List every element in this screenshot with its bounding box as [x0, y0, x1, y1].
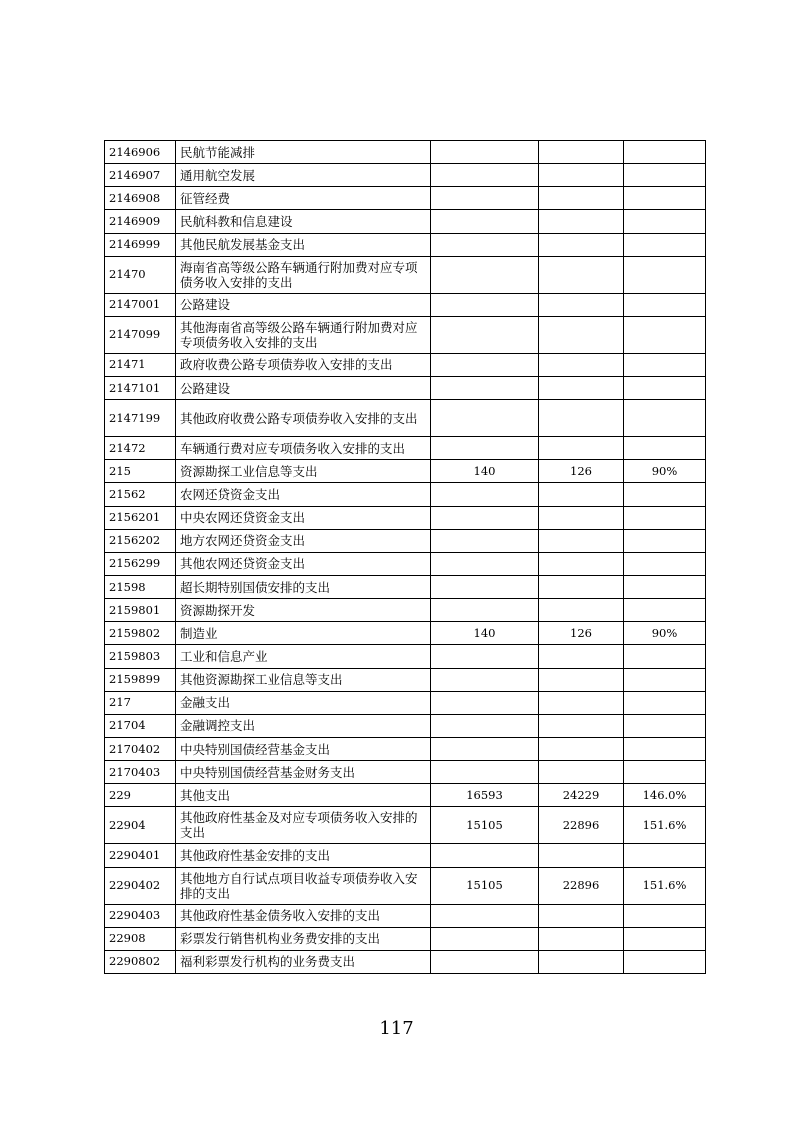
row-code: 2147099 [105, 316, 176, 353]
row-code: 2290401 [105, 844, 176, 867]
row-name: 民航科教和信息建设 [176, 210, 431, 233]
table-row [105, 737, 706, 760]
row-code: 2147101 [105, 376, 176, 399]
row-value-1: 15105 [431, 807, 539, 844]
row-percentage [624, 904, 706, 927]
row-value-2 [539, 376, 624, 399]
row-name: 其他地方自行试点项目收益专项债券收入安排的支出 [176, 867, 431, 904]
row-name: 中央特别国债经营基金支出 [176, 737, 431, 760]
row-name: 其他农网还贷资金支出 [176, 552, 431, 575]
row-percentage [624, 400, 706, 437]
row-code: 21598 [105, 575, 176, 598]
row-value-2 [539, 233, 624, 256]
row-name: 征管经费 [176, 187, 431, 210]
row-percentage [624, 353, 706, 376]
table-row [105, 761, 706, 784]
row-value-1 [431, 645, 539, 668]
row-name: 彩票发行销售机构业务费安排的支出 [176, 927, 431, 950]
table-row [105, 437, 706, 460]
row-code: 2290403 [105, 904, 176, 927]
row-value-1 [431, 714, 539, 737]
row-name: 车辆通行费对应专项债务收入安排的支出 [176, 437, 431, 460]
table-row [105, 529, 706, 552]
row-percentage [624, 737, 706, 760]
row-value-1 [431, 316, 539, 353]
row-value-1 [431, 737, 539, 760]
table-row [105, 460, 706, 483]
row-percentage [624, 141, 706, 164]
row-code: 217 [105, 691, 176, 714]
row-code: 21470 [105, 256, 176, 293]
row-value-2 [539, 483, 624, 506]
row-code: 21704 [105, 714, 176, 737]
row-code: 2146907 [105, 164, 176, 187]
table-row [105, 927, 706, 950]
row-name: 资源勘探工业信息等支出 [176, 460, 431, 483]
row-value-2 [539, 714, 624, 737]
table-row [105, 210, 706, 233]
row-value-1 [431, 506, 539, 529]
row-value-1 [431, 950, 539, 973]
row-name: 其他资源勘探工业信息等支出 [176, 668, 431, 691]
row-percentage [624, 950, 706, 973]
row-name: 工业和信息产业 [176, 645, 431, 668]
row-value-1 [431, 437, 539, 460]
row-percentage [624, 376, 706, 399]
budget-expenditure-table [104, 140, 706, 974]
table-row [105, 141, 706, 164]
row-value-1 [431, 904, 539, 927]
table-row [105, 400, 706, 437]
row-name: 其他政府性基金安排的支出 [176, 844, 431, 867]
row-value-1 [431, 599, 539, 622]
row-percentage: 90% [624, 622, 706, 645]
row-percentage [624, 645, 706, 668]
row-value-2: 126 [539, 622, 624, 645]
row-percentage: 151.6% [624, 807, 706, 844]
table-row [105, 353, 706, 376]
row-code: 2147001 [105, 293, 176, 316]
row-percentage [624, 164, 706, 187]
row-value-2 [539, 316, 624, 353]
row-value-2 [539, 506, 624, 529]
table-row [105, 256, 706, 293]
row-value-2 [539, 353, 624, 376]
row-name: 公路建设 [176, 293, 431, 316]
row-percentage [624, 844, 706, 867]
row-code: 229 [105, 784, 176, 807]
row-code: 2156299 [105, 552, 176, 575]
row-code: 2156202 [105, 529, 176, 552]
row-code: 2146906 [105, 141, 176, 164]
row-percentage [624, 506, 706, 529]
row-code: 22904 [105, 807, 176, 844]
row-value-1 [431, 187, 539, 210]
row-value-2 [539, 552, 624, 575]
table-row [105, 316, 706, 353]
row-percentage [624, 529, 706, 552]
table-row [105, 293, 706, 316]
row-value-1 [431, 164, 539, 187]
row-code: 2159899 [105, 668, 176, 691]
row-percentage [624, 293, 706, 316]
row-value-1: 140 [431, 460, 539, 483]
row-value-2: 22896 [539, 867, 624, 904]
row-code: 2146909 [105, 210, 176, 233]
row-percentage [624, 691, 706, 714]
row-code: 215 [105, 460, 176, 483]
row-name: 通用航空发展 [176, 164, 431, 187]
row-code: 2290802 [105, 950, 176, 973]
row-value-1 [431, 483, 539, 506]
table-row [105, 164, 706, 187]
row-percentage [624, 483, 706, 506]
row-value-1 [431, 575, 539, 598]
table-body [105, 141, 706, 974]
row-code: 2159801 [105, 599, 176, 622]
row-code: 2170403 [105, 761, 176, 784]
row-value-2 [539, 256, 624, 293]
table-row [105, 552, 706, 575]
row-value-2 [539, 164, 624, 187]
table-row [105, 483, 706, 506]
row-value-2 [539, 668, 624, 691]
table-row [105, 187, 706, 210]
row-value-2 [539, 575, 624, 598]
row-value-2 [539, 950, 624, 973]
row-percentage [624, 316, 706, 353]
row-code: 2290402 [105, 867, 176, 904]
row-percentage [624, 575, 706, 598]
table-row [105, 622, 706, 645]
row-value-1 [431, 927, 539, 950]
row-value-1 [431, 552, 539, 575]
row-name: 政府收费公路专项债券收入安排的支出 [176, 353, 431, 376]
table-row [105, 691, 706, 714]
row-value-1 [431, 400, 539, 437]
row-name: 中央特别国债经营基金财务支出 [176, 761, 431, 784]
row-name: 金融调控支出 [176, 714, 431, 737]
row-value-2 [539, 737, 624, 760]
row-percentage [624, 187, 706, 210]
row-percentage: 151.6% [624, 867, 706, 904]
page-number: 117 [379, 1018, 414, 1039]
table-row [105, 784, 706, 807]
table-row [105, 233, 706, 256]
row-name: 其他政府性基金及对应专项债务收入安排的支出 [176, 807, 431, 844]
row-percentage: 146.0% [624, 784, 706, 807]
row-value-2 [539, 293, 624, 316]
table-row [105, 844, 706, 867]
row-code: 2146999 [105, 233, 176, 256]
row-value-1 [431, 256, 539, 293]
row-value-2 [539, 529, 624, 552]
row-code: 22908 [105, 927, 176, 950]
row-value-1 [431, 293, 539, 316]
row-name: 其他海南省高等级公路车辆通行附加费对应专项债务收入安排的支出 [176, 316, 431, 353]
row-value-2 [539, 599, 624, 622]
row-value-1 [431, 529, 539, 552]
row-percentage [624, 552, 706, 575]
table-row [105, 714, 706, 737]
row-value-2 [539, 400, 624, 437]
row-percentage [624, 599, 706, 622]
row-value-1 [431, 668, 539, 691]
row-percentage: 90% [624, 460, 706, 483]
row-value-1 [431, 844, 539, 867]
row-code: 21562 [105, 483, 176, 506]
row-value-2 [539, 691, 624, 714]
row-percentage [624, 927, 706, 950]
row-value-2 [539, 904, 624, 927]
row-value-2 [539, 187, 624, 210]
row-name: 福利彩票发行机构的业务费支出 [176, 950, 431, 973]
row-value-1 [431, 210, 539, 233]
row-name: 其他政府收费公路专项债券收入安排的支出 [176, 400, 431, 437]
table-row [105, 904, 706, 927]
row-value-2 [539, 210, 624, 233]
row-name: 其他政府性基金债务收入安排的支出 [176, 904, 431, 927]
table-row [105, 807, 706, 844]
row-value-1 [431, 761, 539, 784]
row-code: 2170402 [105, 737, 176, 760]
table-row [105, 506, 706, 529]
row-value-1 [431, 141, 539, 164]
table-row [105, 867, 706, 904]
row-value-1: 15105 [431, 867, 539, 904]
row-value-1 [431, 376, 539, 399]
row-code: 2146908 [105, 187, 176, 210]
row-name: 地方农网还贷资金支出 [176, 529, 431, 552]
row-percentage [624, 256, 706, 293]
row-value-1 [431, 353, 539, 376]
row-code: 2159802 [105, 622, 176, 645]
row-code: 2159803 [105, 645, 176, 668]
row-value-2 [539, 645, 624, 668]
table-row [105, 645, 706, 668]
table-row [105, 376, 706, 399]
row-value-2: 22896 [539, 807, 624, 844]
row-percentage [624, 714, 706, 737]
row-value-1 [431, 233, 539, 256]
row-value-1: 16593 [431, 784, 539, 807]
row-name: 超长期特别国债安排的支出 [176, 575, 431, 598]
row-percentage [624, 210, 706, 233]
table-row [105, 599, 706, 622]
row-name: 制造业 [176, 622, 431, 645]
row-value-2: 24229 [539, 784, 624, 807]
row-value-2 [539, 437, 624, 460]
row-name: 资源勘探开发 [176, 599, 431, 622]
row-name: 其他民航发展基金支出 [176, 233, 431, 256]
row-name: 金融支出 [176, 691, 431, 714]
row-value-2 [539, 761, 624, 784]
row-code: 21471 [105, 353, 176, 376]
row-value-1: 140 [431, 622, 539, 645]
row-percentage [624, 761, 706, 784]
row-percentage [624, 233, 706, 256]
row-code: 2156201 [105, 506, 176, 529]
row-name: 农网还贷资金支出 [176, 483, 431, 506]
table-row [105, 950, 706, 973]
row-code: 2147199 [105, 400, 176, 437]
row-value-1 [431, 691, 539, 714]
row-percentage [624, 668, 706, 691]
row-value-2 [539, 844, 624, 867]
row-value-2 [539, 141, 624, 164]
row-value-2 [539, 927, 624, 950]
table-row [105, 668, 706, 691]
table-row [105, 575, 706, 598]
row-value-2: 126 [539, 460, 624, 483]
row-name: 公路建设 [176, 376, 431, 399]
row-name: 民航节能减排 [176, 141, 431, 164]
row-percentage [624, 437, 706, 460]
row-name: 海南省高等级公路车辆通行附加费对应专项债务收入安排的支出 [176, 256, 431, 293]
row-name: 中央农网还贷资金支出 [176, 506, 431, 529]
row-name: 其他支出 [176, 784, 431, 807]
row-code: 21472 [105, 437, 176, 460]
